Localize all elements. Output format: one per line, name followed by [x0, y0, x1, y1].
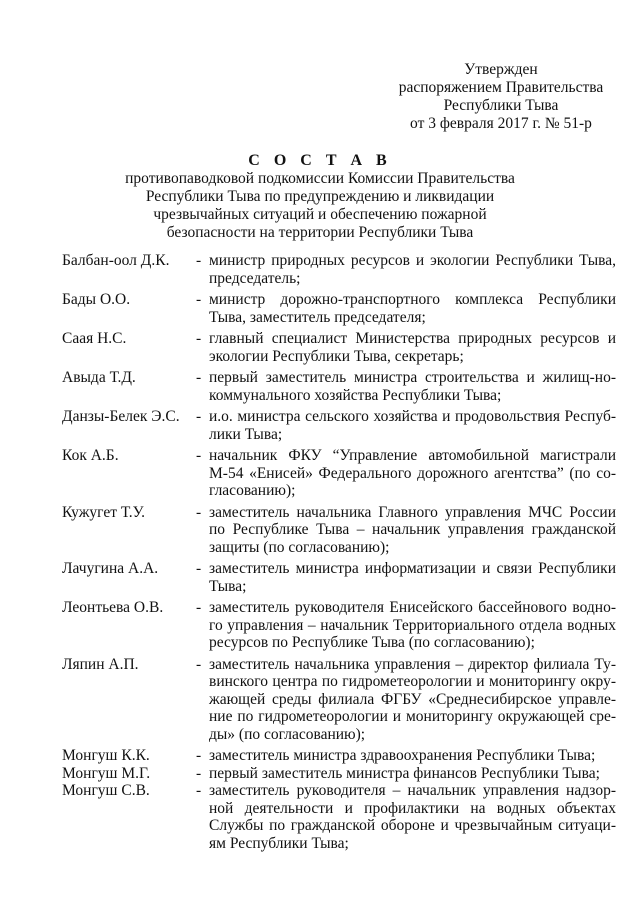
member-row — [62, 369, 616, 404]
member-row — [62, 504, 616, 557]
heading-line: чрезвычайных ситуаций и обеспечению пожарной — [153, 206, 487, 223]
member-row — [62, 782, 616, 852]
member-dash: - — [196, 252, 202, 269]
member-position: заместитель начальника Главного управления МЧС России по Республике Тыва – начальник управления гражданской защиты (по согласованию); — [209, 503, 616, 556]
heading-line: противопаводковой подкомиссии Комиссии Правительства — [125, 170, 515, 187]
member-dash: - — [196, 655, 202, 673]
member-name: Бады О.О. — [62, 291, 131, 308]
member-dash: - — [196, 560, 202, 577]
member-row — [62, 252, 616, 287]
member-dash: - — [196, 503, 202, 521]
member-dash: - — [196, 291, 202, 308]
member-row — [62, 656, 616, 744]
member-dash: - — [196, 599, 202, 616]
member-name: Данзы-Белек Э.С. — [62, 408, 180, 425]
member-position: первый заместитель министра строительства и жилищ-но-коммунального хозяйства Республики Тыва; — [209, 369, 616, 404]
document-heading — [120, 152, 520, 242]
member-name: Авыда Т.Д. — [62, 369, 136, 386]
approval-line: Республики Тыва — [443, 97, 559, 114]
member-name: Монгуш М.Г. — [62, 764, 151, 782]
approval-line: распоряжением Правительства — [398, 79, 604, 96]
member-dash: - — [196, 408, 202, 425]
member-name: Монгуш С.В. — [62, 782, 150, 799]
member-dash: - — [196, 764, 202, 782]
member-position: заместитель руководителя Енисейского бассейнового водно-го управления – начальник Территориального отдела водных ресурсов по Республике Тыва (по согласованию); — [209, 599, 616, 651]
member-name: Саая Н.С. — [62, 330, 127, 347]
member-row — [62, 560, 616, 595]
member-name: Кужугет Т.У. — [62, 503, 145, 521]
member-dash: - — [196, 330, 202, 347]
member-name: Леонтьева О.В. — [62, 599, 164, 616]
member-row — [62, 408, 616, 443]
member-position: заместитель начальника управления – директор филиала Ту-винского центра по гидрометеорологии и мониторингу окру-жающей среды филиала ФГБУ «Среднесибирское управле-ние по гидрометеорологии и мониторингу окружающей сре-ды» (по согласованию); — [209, 655, 616, 743]
member-row — [62, 765, 616, 783]
member-position: начальник ФКУ “Управление автомобильной магистрали М-54 «Енисей» Федерального дорожного агентства” (по со-гласованию); — [209, 447, 616, 499]
member-row — [62, 747, 616, 765]
member-name: Ляпин А.П. — [62, 655, 139, 673]
member-position: министр дорожно-транспортного комплекса Республики Тыва, заместитель председателя; — [209, 291, 616, 326]
member-position: заместитель министра здравоохранения Республики Тыва; — [209, 747, 596, 764]
heading-line: безопасности на территории Республики Тыва — [166, 224, 474, 241]
approval-date-line: от 3 февраля 2017 г. № 51-р — [410, 115, 592, 132]
member-dash: - — [196, 447, 202, 464]
member-name: Монгуш К.К. — [62, 747, 150, 764]
member-name: Лачугина А.А. — [62, 560, 159, 577]
member-row — [62, 447, 616, 500]
member-position: заместитель министра информатизации и связи Республики Тыва; — [209, 560, 616, 595]
member-position: главный специалист Министерства природных ресурсов и экологии Республики Тыва, секретарь; — [209, 330, 616, 365]
member-position: первый заместитель министра финансов Республики Тыва; — [209, 764, 600, 782]
approval-line: Утвержден — [464, 61, 538, 78]
approval-stamp — [386, 61, 616, 133]
member-row — [62, 330, 616, 365]
document-title: С О С Т А В — [248, 152, 392, 169]
member-position: и.о. министра сельского хозяйства и продовольствия Респуб-лики Тыва; — [209, 408, 616, 443]
member-dash: - — [196, 369, 202, 386]
member-position: заместитель руководителя – начальник управления надзор-ной деятельности и профилактики на водных объектах Службы по гражданской обороне и чрезвычайным ситуаци-ям Республики Тыва; — [209, 782, 616, 852]
member-dash: - — [196, 782, 202, 799]
member-position: министр природных ресурсов и экологии Республики Тыва, председатель; — [209, 252, 616, 287]
member-row — [62, 599, 616, 652]
member-dash: - — [196, 747, 202, 764]
member-name: Кок А.Б. — [62, 447, 119, 464]
member-name: Балбан-оол Д.К. — [62, 252, 170, 269]
member-row — [62, 291, 616, 326]
heading-line: Республики Тыва по предупреждению и ликвидации — [145, 188, 495, 205]
members-list — [62, 252, 616, 856]
